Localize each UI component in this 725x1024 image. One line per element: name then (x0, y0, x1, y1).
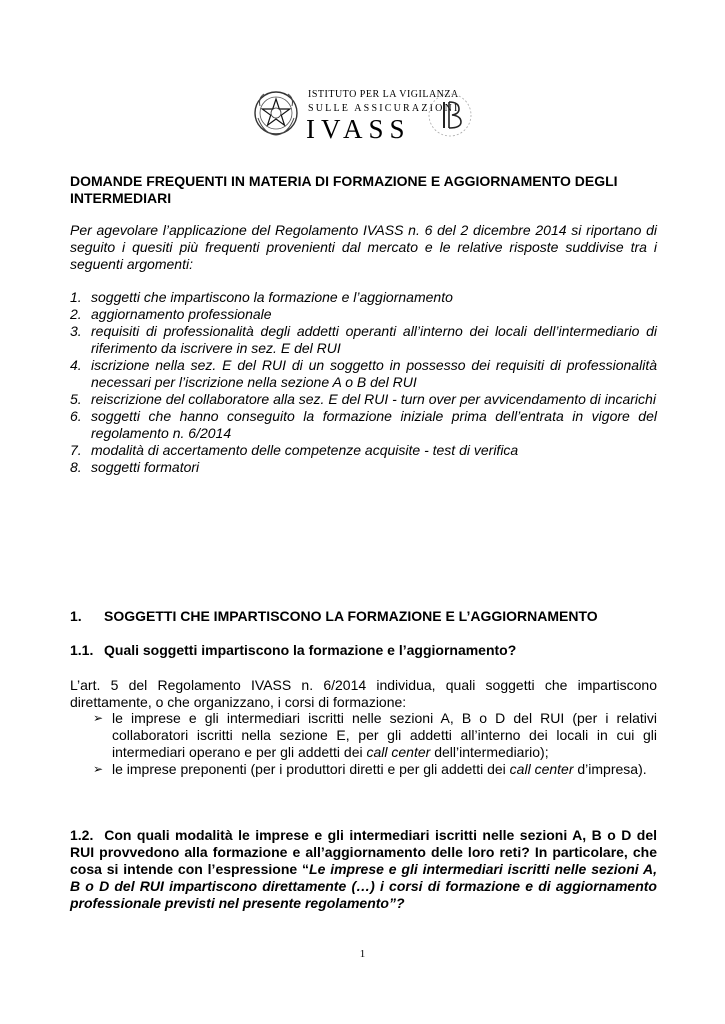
list-item-number: 8. (70, 459, 82, 475)
list-item (70, 289, 657, 306)
intro-paragraph: Per agevolare l’applicazione del Regolamento IVASS n. 6 del 2 dicembre 2014 si riportano di seguito i quesiti più frequenti provenienti dal mercato e le relative risposte suddivise tra i seguenti argomenti: (70, 222, 657, 272)
bullet-text-italic: call center (366, 744, 431, 760)
ivass-logo (252, 86, 482, 144)
question-number: 1.2. (70, 827, 94, 843)
logo-wordmark: IVASS (306, 114, 411, 144)
list-item (93, 761, 657, 778)
question-heading (70, 642, 657, 659)
bullet-text-part: le imprese preponenti (per i produttori diretti e per gli addetti dei (112, 761, 510, 777)
ib-monogram-icon (427, 92, 473, 138)
bullet-list (93, 710, 657, 778)
section-heading (70, 608, 657, 625)
list-item (70, 323, 657, 357)
bullet-text-italic: call center (509, 761, 574, 777)
list-item-text: reiscrizione del collaboratore alla sez. E del RUI - turn over per avvicendamento di incarichi (91, 391, 656, 407)
list-item-number: 7. (70, 442, 82, 458)
list-item (70, 306, 657, 323)
list-item-number: 5. (70, 391, 82, 407)
bullet-text-part: dell’intermediario); (430, 744, 549, 760)
list-item-text: requisiti di professionalità degli addetti operanti all’interno dei locali dell’intermediario di riferimento da iscrivere in sez. E del RUI (91, 323, 657, 356)
list-item-text: modalità di accertamento delle competenze acquisite - test di verifica (91, 442, 519, 458)
list-item-number: 4. (70, 357, 82, 373)
list-item-number: 1. (70, 289, 82, 305)
arrow-bullet-icon: ➢ (93, 762, 104, 776)
bullet-text-part: le imprese e gli intermediari iscritti nelle sezioni A, B o D del RUI (per i relativi collaboratori iscritti nella sezione E, per gli addetti all’interno dei locali in cui gli intermediari operano e per gli addetti dei (112, 710, 657, 760)
question-text-italic: Le imprese e gli intermediari iscritti nelle sezioni A, B o D del RUI impartiscono direttamente (…) i corsi di formazione e di aggiornamento professionale previsti nel presente regolamento”? (70, 861, 657, 911)
answer-paragraph: L’art. 5 del Regolamento IVASS n. 6/2014 individua, quali soggetti che impartiscono direttamente, o che organizzano, i corsi di formazione: (70, 677, 657, 710)
bullet-text-part: d’impresa). (573, 761, 647, 777)
section-title: SOGGETTI CHE IMPARTISCONO LA FORMAZIONE E L’AGGIORNAMENTO (104, 608, 598, 624)
question-number: 1.1. (70, 642, 94, 658)
list-item (70, 459, 657, 476)
italian-republic-emblem-icon (252, 88, 300, 138)
list-item-text: soggetti formatori (91, 459, 200, 475)
list-item (70, 357, 657, 391)
list-item-number: 6. (70, 408, 82, 424)
list-item-text: aggiornamento professionale (91, 306, 272, 322)
topics-list (70, 289, 657, 476)
question-text: Quali soggetti impartiscono la formazione e l’aggiornamento? (104, 642, 517, 658)
list-item-text: soggetti che hanno conseguito la formazione iniziale prima dell’entrata in vigore del regolamento n. 6/2014 (91, 408, 657, 441)
logo-line-2: SULLE ASSICURAZIONI (308, 103, 460, 114)
page-number: 1 (359, 948, 366, 960)
list-item-text: soggetti che impartiscono la formazione e l’aggiornamento (91, 289, 453, 305)
section-number: 1. (70, 608, 82, 624)
list-item (93, 710, 657, 761)
list-item-number: 2. (70, 306, 82, 322)
document-title: DOMANDE FREQUENTI IN MATERIA DI FORMAZIONE E AGGIORNAMENTO DEGLI INTERMEDIARI (70, 173, 618, 206)
list-item (70, 442, 657, 459)
question-text: Con quali modalità le imprese e gli intermediari iscritti nelle sezioni A, B o D del RUI provvedono alla formazione e all’aggiornamento delle loro reti? In particolare, che cosa si intende con l’espressione “ (70, 827, 657, 877)
list-item-number: 3. (70, 323, 82, 339)
list-item-text: iscrizione nella sez. E del RUI di un soggetto in possesso dei requisiti di professionalità necessari per l’iscrizione nella sezione A o B del RUI (91, 357, 657, 390)
list-item (70, 391, 657, 408)
arrow-bullet-icon: ➢ (93, 711, 104, 725)
list-item (70, 408, 657, 442)
question-heading (70, 827, 657, 912)
logo-line-1: ISTITUTO PER LA VIGILANZA (308, 89, 459, 100)
